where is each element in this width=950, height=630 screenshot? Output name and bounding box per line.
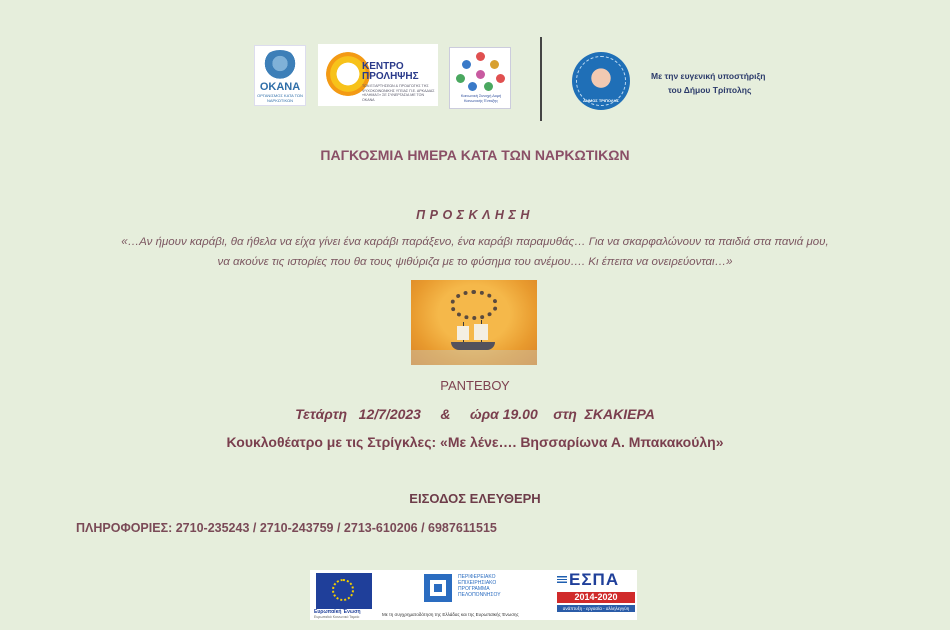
social-logo-text: Κοινωνική Συνοχή Δομή Κοινωνικής Ένταξης — [460, 94, 502, 103]
tripoli-logo-label: ΔΗΜΟΣ ΤΡΙΠΟΛΗΣ — [583, 98, 619, 103]
pep-text-line3: ΠΡΟΓΡΑΜΜΑ — [458, 586, 490, 592]
pep-text-line1: ΠΕΡΙΦΕΡΕΙΑΚΟ — [458, 574, 496, 580]
greek-flag-icon — [557, 576, 567, 583]
eu-label: Ευρωπαϊκή Ένωση — [314, 609, 361, 615]
sail-shape — [474, 324, 488, 340]
person-icon — [484, 82, 493, 91]
pep-text-line4: ΠΕΛΟΠΟΝΝΗΣΟΥ — [458, 592, 501, 598]
event-show-title: Κουκλοθέατρο με τις Στρίγκλες: «Με λένε…. Βησσαρίωνα Α. Μπακακούλη» — [226, 434, 724, 450]
support-text-line2: του Δήμου Τρίπολης — [668, 85, 752, 95]
kentro-prolipsis-logo — [318, 44, 438, 106]
person-icon — [462, 60, 471, 69]
okana-logo-subtitle: ΟΡΓΑΝΙΣΜΟΣ ΚΑΤΑ ΤΩΝ ΝΑΡΚΩΤΙΚΩΝ — [257, 93, 303, 103]
contact-info: ΠΛΗΡΟΦΟΡΙΕΣ: 2710-235243 / 2710-243759 / 2713-610206 / 6987611515 — [76, 521, 497, 535]
kentro-logo-line1: ΚΕΝΤΡΟ — [362, 61, 404, 72]
dimos-tripolis-logo — [572, 52, 630, 110]
quote-line2: να ακούνε τις ιστορίες που θα τους ψιθύριζα με το φύσημα του ανέμου…. Κι έπειτα να ονειρεύονται…» — [217, 256, 733, 268]
person-icon — [476, 52, 485, 61]
person-icon — [468, 82, 477, 91]
cofunding-text: Με τη συγχρηματοδότηση της Ελλάδας και της Ευρωπαϊκής Ένωσης — [382, 612, 519, 617]
kentro-logo-subtitle: ΤΩΝ ΕΞΑΡΤΗΣΕΩΝ & ΠΡΟΑΓΩΓΗΣ ΤΗΣ ΨΥΧΟΚΟΙΝΩΝΙΚΗΣ ΥΓΕΙΑΣ Π.Ε. ΑΡΚΑΔΙΑΣ «ΚΛΗΜΑΞ» ΣΕ ΣΥΝΕΡΓΑΣΙΑ ΜΕ ΤΟΝ ΟΚΑΝΑ — [362, 84, 435, 102]
okana-logo — [254, 45, 306, 106]
person-icon — [496, 74, 505, 83]
ship-icon — [451, 342, 495, 350]
wreath-icon — [450, 290, 498, 320]
page-title: ΠΑΓΚΟΣΜΙΑ ΗΜΕΡΑ ΚΑΤΑ ΤΩΝ ΝΑΡΚΩΤΙΚΩΝ — [320, 147, 630, 163]
espa-years: 2014-2020 — [557, 592, 635, 603]
eu-flag-icon — [316, 573, 372, 609]
logo-divider — [540, 37, 542, 121]
eu-sub-label: Ευρωπαϊκό Κοινωνικό Ταμείο — [314, 615, 360, 619]
social-cohesion-logo — [449, 47, 511, 109]
sea-shape — [411, 350, 537, 365]
invitation-heading: ΠΡΟΣΚΛΗΣΗ — [416, 208, 534, 222]
espa-logo-name: ΕΣΠΑ — [569, 570, 620, 589]
espa-slogan: ανάπτυξη - εργασία - αλληλεγγύη — [557, 605, 635, 612]
kentro-logo-line2: ΠΡΟΛΗΨΗΣ — [362, 71, 419, 82]
sail-shape — [457, 326, 469, 340]
event-datetime: Τετάρτη 12/7/2023 & ώρα 19.00 στη ΣΚΑΚΙΕΡΑ — [295, 406, 655, 422]
pep-logo-icon — [424, 574, 452, 602]
pep-text-line2: ΕΠΙΧΕΙΡΗΣΙΑΚΟ — [458, 580, 497, 586]
rendezvous-label: ΡΑΝΤΕΒΟΥ — [440, 378, 510, 393]
okana-emblem-icon — [261, 50, 299, 80]
quote-line1: «…Αν ήμουν καράβι, θα ήθελα να είχα γίνει ένα καράβι παράξενο, ένα καράβι παραμυθάς… Για να σκαρφαλώνουν τα παιδιά στα πανιά μου, — [121, 236, 829, 248]
person-icon — [456, 74, 465, 83]
free-entry-label: ΕΙΣΟΔΟΣ ΕΛΕΥΘΕΡΗ — [409, 491, 541, 506]
person-icon — [476, 70, 485, 79]
support-text-line1: Με την ευγενική υποστήριξη — [651, 71, 766, 81]
funding-logos-strip — [310, 570, 637, 620]
person-icon — [490, 60, 499, 69]
okana-logo-name: OKANA — [259, 81, 301, 93]
ship-painting-image — [411, 280, 537, 365]
